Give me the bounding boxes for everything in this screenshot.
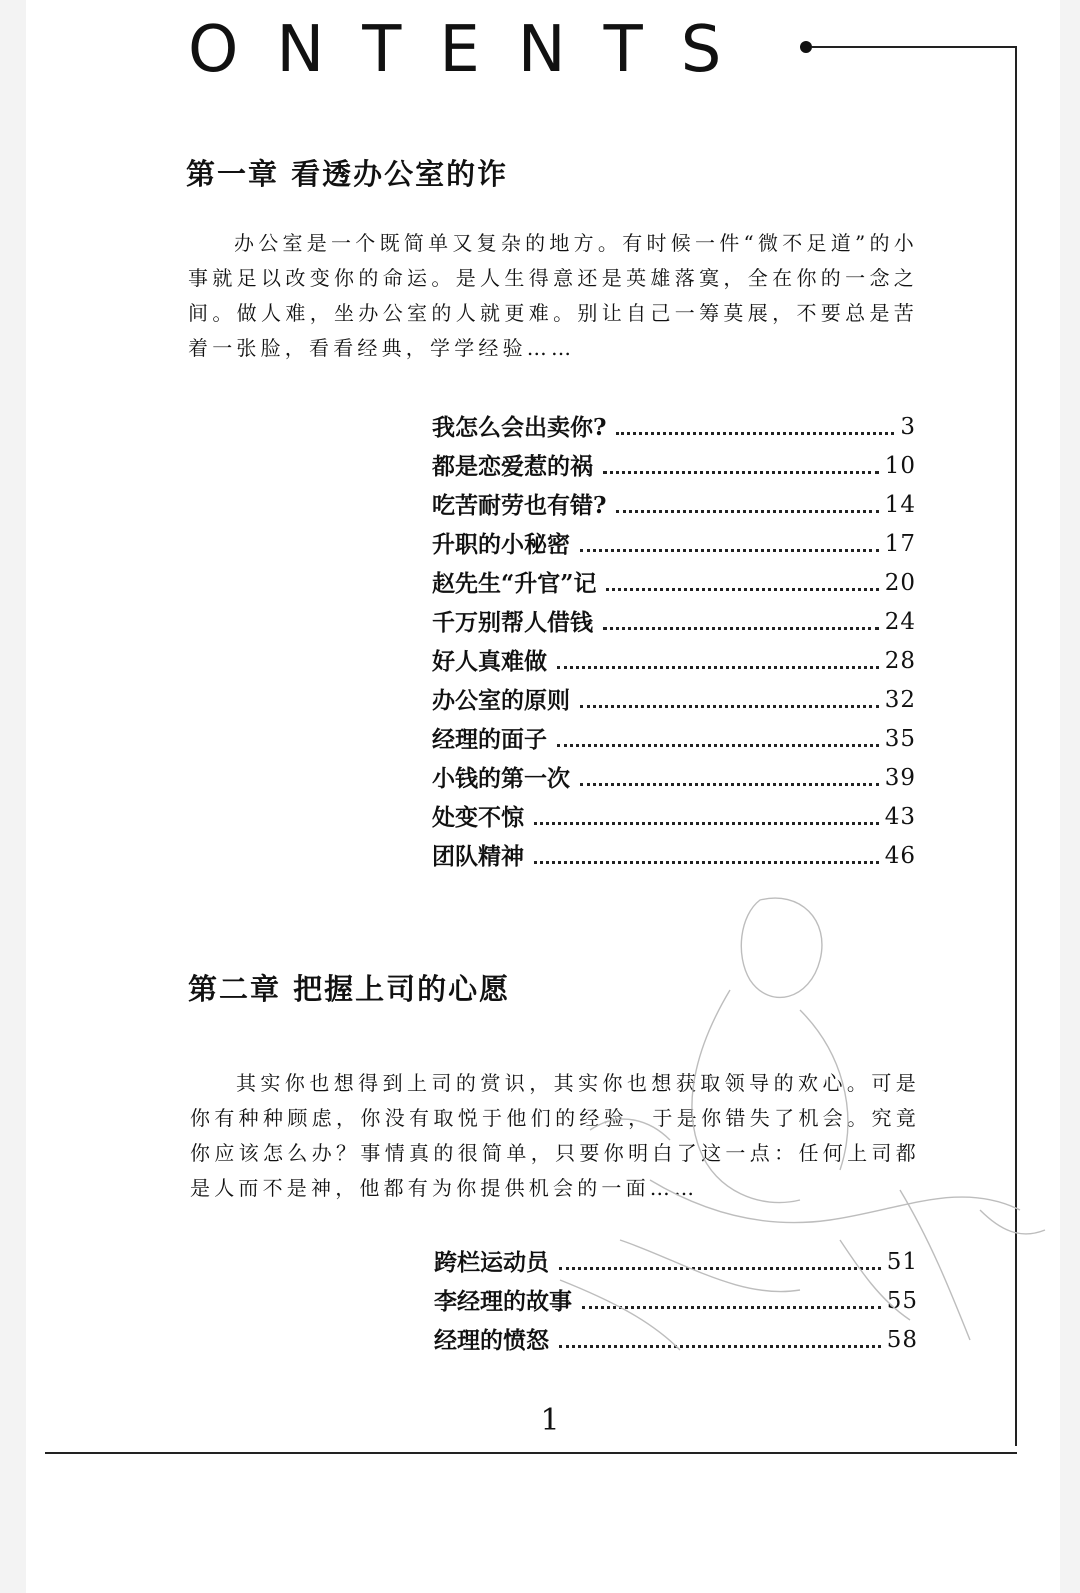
toc-entry-title: 李经理的故事 — [434, 1288, 572, 1315]
toc-entry-title: 经理的愤怒 — [434, 1327, 549, 1354]
toc-entry-page: 39 — [884, 765, 916, 791]
toc-entry[interactable] — [432, 751, 916, 790]
toc-entry-title: 都是恋爱惹的祸 — [432, 453, 593, 480]
toc-entry-title: 千万别帮人借钱 — [432, 609, 593, 636]
toc-entry-page: 35 — [884, 726, 916, 752]
toc-entry[interactable] — [432, 790, 916, 829]
toc-leader-dots — [616, 508, 878, 513]
page-number: 1 — [540, 1403, 560, 1438]
header-bullet-dot — [800, 41, 812, 53]
toc-entry[interactable] — [432, 634, 916, 673]
toc-entry[interactable] — [432, 400, 916, 439]
toc-entry-title: 跨栏运动员 — [434, 1249, 549, 1276]
toc-leader-dots — [606, 586, 878, 591]
toc-leader-dots — [582, 1304, 881, 1309]
chapter-2-title: 第二章 把握上司的心愿 — [188, 972, 511, 1006]
toc-entry[interactable] — [432, 478, 916, 517]
toc-leader-dots — [580, 703, 879, 708]
toc-entry[interactable] — [432, 517, 916, 556]
chapter-2-toc — [434, 1235, 918, 1352]
header-rule — [812, 46, 1017, 48]
toc-entry-title: 赵先生“升官”记 — [432, 570, 597, 597]
chapter-1-intro: 办公室是一个既简单又复杂的地方。有时候一件“微不足道”的小事就足以改变你的命运。是人生得意还是英雄落寞，全在你的一念之间。做人难，坐办公室的人就更难。别让自己一筹莫展，不要总是苦着一张脸，看看经典，学学经验…… — [188, 231, 918, 360]
toc-entry-page: 28 — [884, 648, 916, 674]
toc-entry-page: 3 — [900, 414, 916, 440]
toc-entry-title: 团队精神 — [432, 843, 524, 870]
toc-entry[interactable] — [432, 829, 916, 868]
toc-entry-page: 43 — [884, 804, 916, 830]
toc-entry[interactable] — [432, 439, 916, 478]
toc-entry-title: 处变不惊 — [432, 804, 524, 831]
toc-entry-page: 51 — [886, 1249, 918, 1275]
chapter-1-title: 第一章 看透办公室的诈 — [186, 157, 509, 191]
toc-entry-page: 55 — [886, 1288, 918, 1314]
toc-leader-dots — [616, 430, 894, 435]
chapter-1-toc — [432, 400, 916, 868]
toc-leader-dots — [603, 625, 879, 630]
toc-leader-dots — [534, 820, 879, 825]
toc-leader-dots — [557, 742, 879, 747]
toc-entry-title: 小钱的第一次 — [432, 765, 570, 792]
toc-entry-title: 我怎么会出卖你? — [432, 414, 607, 441]
toc-entry-title: 升职的小秘密 — [432, 531, 570, 558]
toc-entry[interactable] — [434, 1313, 918, 1352]
toc-entry-page: 10 — [884, 453, 916, 479]
toc-leader-dots — [559, 1343, 881, 1348]
toc-entry-page: 14 — [884, 492, 916, 518]
frame-bottom-rule — [45, 1452, 1017, 1454]
toc-entry-title: 经理的面子 — [432, 726, 547, 753]
toc-entry-title: 好人真难做 — [432, 648, 547, 675]
toc-entry[interactable] — [434, 1274, 918, 1313]
toc-entry[interactable] — [432, 595, 916, 634]
chapter-2-intro: 其实你也想得到上司的赏识，其实你也想获取领导的欢心。可是你有种种顾虑，你没有取悦于他们的经验，于是你错失了机会。究竟你应该怎么办？事情真的很简单，只要你明白了这一点：任何上司都是人而不是神，他都有为你提供机会的一面…… — [190, 1071, 920, 1200]
frame-right-rule — [1015, 46, 1017, 1446]
toc-entry-page: 20 — [884, 570, 916, 596]
toc-entry-title: 吃苦耐劳也有错? — [432, 492, 607, 519]
toc-entry-page: 46 — [884, 843, 916, 869]
toc-entry[interactable] — [432, 556, 916, 595]
toc-leader-dots — [559, 1265, 881, 1270]
toc-entry-page: 32 — [884, 687, 916, 713]
toc-leader-dots — [557, 664, 879, 669]
toc-entry-page: 24 — [884, 609, 916, 635]
toc-leader-dots — [580, 781, 879, 786]
toc-entry[interactable] — [432, 712, 916, 751]
toc-entry-title: 办公室的原则 — [432, 687, 570, 714]
toc-entry-page: 58 — [886, 1327, 918, 1353]
toc-leader-dots — [603, 469, 879, 474]
contents-header: ONTENTS — [188, 13, 760, 87]
toc-leader-dots — [534, 859, 879, 864]
toc-entry-page: 17 — [884, 531, 916, 557]
toc-entry[interactable] — [434, 1235, 918, 1274]
toc-leader-dots — [580, 547, 879, 552]
toc-entry[interactable] — [432, 673, 916, 712]
